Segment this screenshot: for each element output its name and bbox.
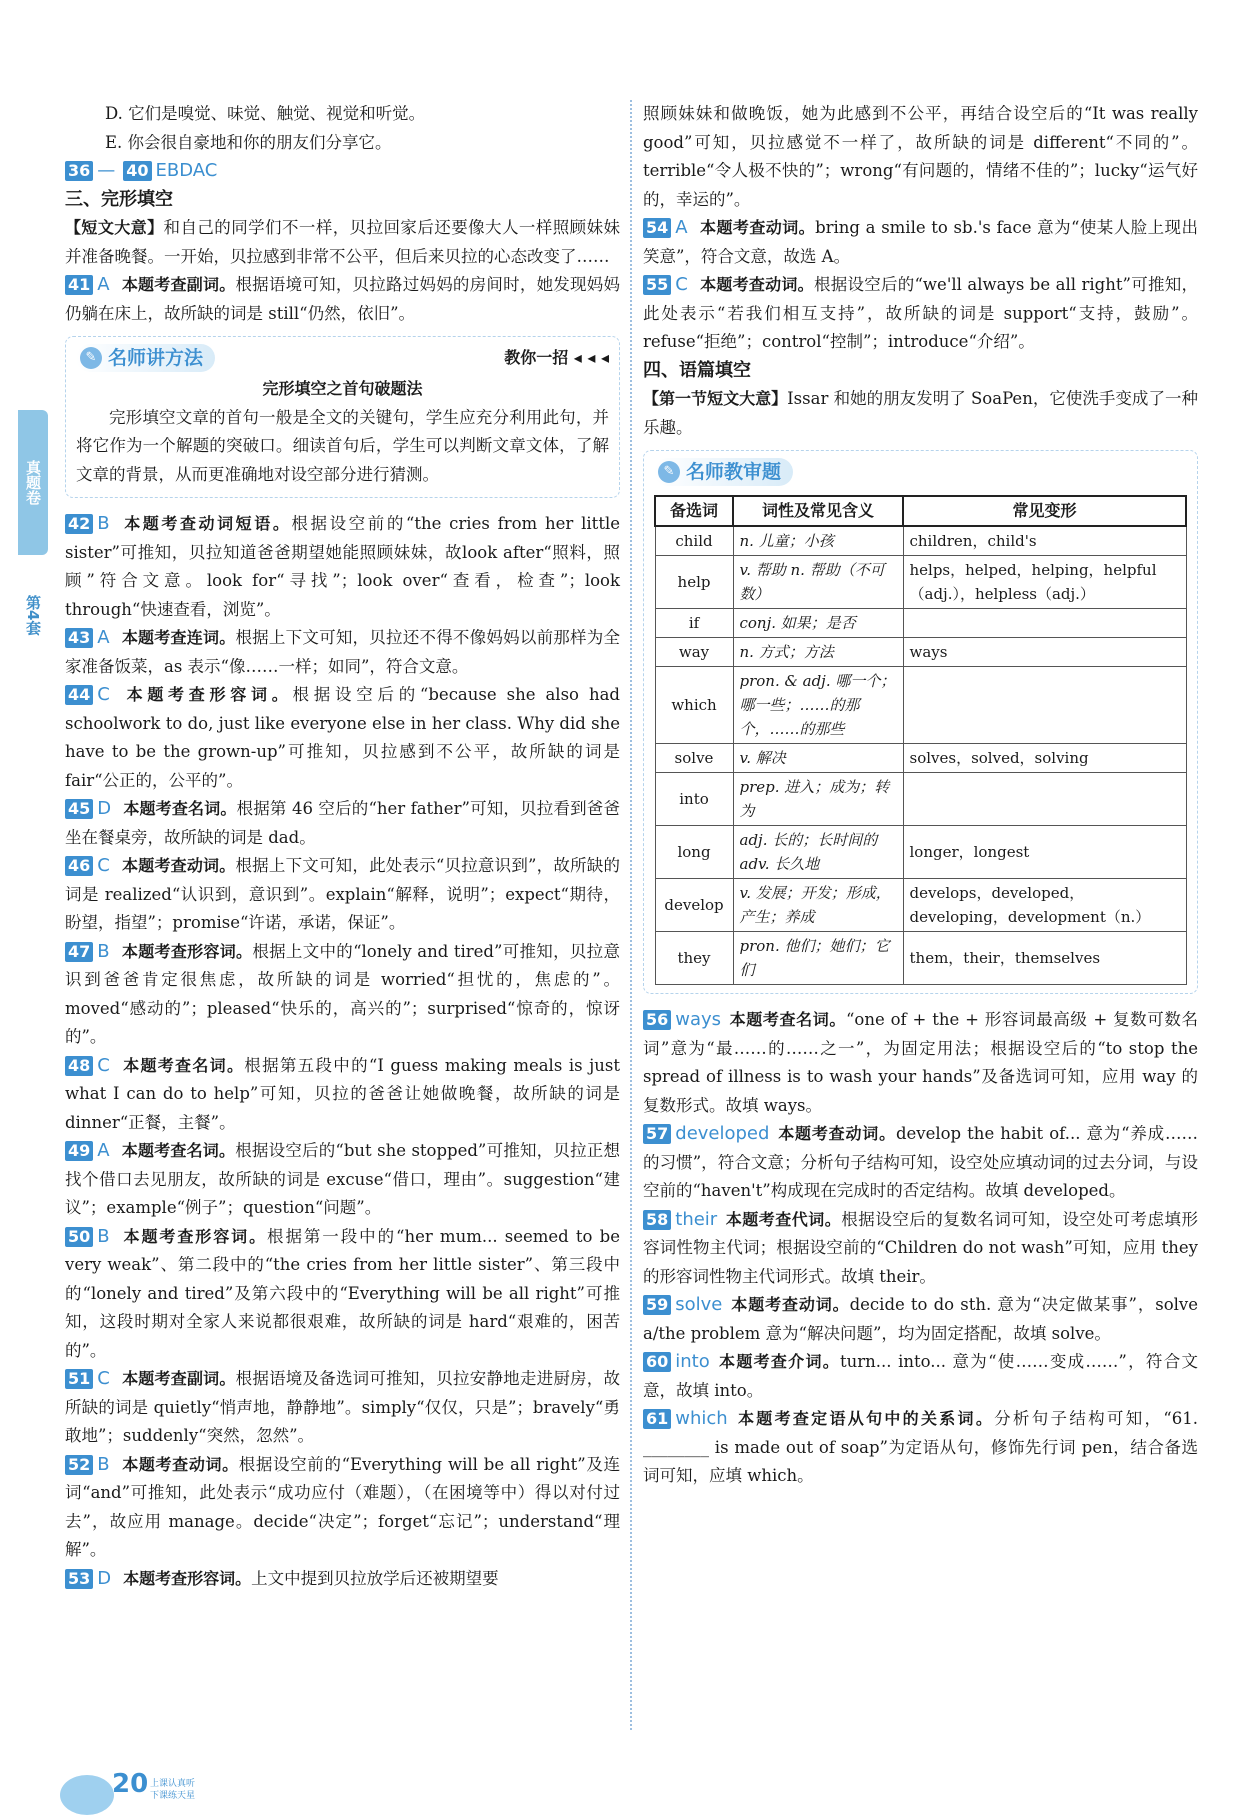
q-answer: into xyxy=(675,1351,710,1372)
summary-text: Issar 和她的朋友发明了 SoaPen，它使洗手变成了一种乐趣。 xyxy=(643,389,1198,437)
table-cell: solve xyxy=(655,744,733,773)
q-number: 41 xyxy=(65,275,93,295)
answer-44 xyxy=(65,681,620,795)
q-number: 50 xyxy=(65,1227,93,1247)
summary-3 xyxy=(65,214,620,271)
q-topic: 本题考查名词。 xyxy=(123,799,237,818)
right-column xyxy=(643,100,1198,1491)
table-cell: v. 发展；开发；形成，产生；养成 xyxy=(733,879,903,932)
answer-50 xyxy=(65,1223,620,1366)
table-header: 常见变形 xyxy=(903,496,1186,526)
q-explanation: 根据上下文可知，此处表示“贝拉意识到”，故所缺的词是 realized“认识到，意识到”。explain“解释，说明”；expect“期待，盼望，指望”；promise“许诺，承诺，保证”。 xyxy=(65,856,620,932)
answer-55 xyxy=(643,271,1198,357)
table-cell xyxy=(903,609,1186,638)
q-answer: B xyxy=(97,1453,110,1475)
word-table xyxy=(654,495,1187,985)
page-number: 20 xyxy=(112,1769,149,1799)
q-number: 44 xyxy=(65,685,93,705)
q-answer: A xyxy=(97,1140,110,1161)
q-explanation: bring a smile to sb.'s face 意为“使某人脸上现出笑意”，符合文意，故选 A。 xyxy=(643,218,1198,266)
column-divider xyxy=(630,100,632,1730)
q-number: 60 xyxy=(643,1352,671,1372)
q-topic: 本题考查介词。 xyxy=(717,1352,841,1371)
q-topic: 本题考查名词。 xyxy=(121,1055,245,1075)
q-answer: which xyxy=(675,1408,728,1429)
table-cell: prep. 进入；成为；转为 xyxy=(733,773,903,826)
answer-49 xyxy=(65,1137,620,1223)
table-row xyxy=(655,773,1186,826)
q-topic: 本题考查名词。 xyxy=(729,1010,846,1029)
q-explanation: “one of + the + 形容词最高级 + 复数可数名词”意为“最……的……之一”，为固定用法；根据设空后的“to stop the spread of illness is to wash your hands”及备选词可知，应用 way 的复数形式。故填 ways。 xyxy=(643,1010,1198,1115)
q-explanation: 根据设空后的“but she stopped”可推知，贝拉正想找个借口去见朋友，故所缺的词是 excuse“借口，理由”。suggestion“建议”；example“例子”；question“问题”。 xyxy=(65,1141,620,1217)
tip-title: 完形填空之首句破题法 xyxy=(262,379,423,398)
q-answer: A xyxy=(675,217,688,238)
q-number: 43 xyxy=(65,628,93,648)
q-topic: 本题考查副词。 xyxy=(121,1369,236,1388)
q-number: 54 xyxy=(643,218,671,238)
table-cell: them，their，themselves xyxy=(903,932,1186,985)
q-explanation: 根据设空后的“we'll always be all right”可推知，此处表示“若我们相互支持”，故所缺的词是 support“支持，鼓励”。refuse“拒绝”；control“控制”；introduce“介绍”。 xyxy=(643,275,1198,351)
answer-47 xyxy=(65,938,620,1052)
side-set-label: 第4套 xyxy=(24,594,42,636)
tip-header xyxy=(76,341,609,375)
answer-42 xyxy=(65,510,620,624)
q-answer: their xyxy=(675,1208,718,1230)
table-body xyxy=(655,526,1186,985)
table-cell: adj. 长的；长时间的 adv. 长久地 xyxy=(733,826,903,879)
q-number: 52 xyxy=(65,1455,93,1475)
q-explanation: 根据设空前的“Everything will be all right”及连词“and”可推知，此处表示“成功应付（难题），（在困境等中）得以对付过去”，故应用 manage。decide“决定”；forget“忘记”；understand“理解”。 xyxy=(65,1454,620,1559)
answer-59 xyxy=(643,1291,1198,1348)
q-answer: C xyxy=(675,274,688,295)
table-cell: develops，developed，developing，development（n.） xyxy=(903,879,1186,932)
range-start: 36 xyxy=(65,161,93,181)
q-number: 55 xyxy=(643,275,671,295)
q-answer: developed xyxy=(675,1123,770,1144)
table-cell: which xyxy=(655,667,733,744)
range-answers: EBDAC xyxy=(155,160,218,181)
answer-51 xyxy=(65,1365,620,1451)
q-answer: B xyxy=(97,940,110,962)
q-number: 47 xyxy=(65,942,93,962)
table-header-row xyxy=(655,496,1186,526)
q-explanation: 根据语境及备选词可推知，贝拉安静地走进厨房，故所缺的词是 quietly“悄声地，静静地”。simply“仅仅，只是”；bravely“勇敢地”；suddenly“突然，忽然”。 xyxy=(65,1369,620,1445)
q-number: 45 xyxy=(65,799,93,819)
q-answer: A xyxy=(97,627,110,648)
table-row xyxy=(655,556,1186,609)
q-number: 42 xyxy=(65,514,93,534)
section-3-heading: 三、完形填空 xyxy=(65,188,173,210)
q-number: 56 xyxy=(643,1010,671,1030)
slogan-line-1: 上课认真听 xyxy=(150,1779,196,1789)
table-cell: develop xyxy=(655,879,733,932)
q-explanation: 根据设空后的复数名词可知，设空处可考虑填形容词性物主代词；根据设空前的“Children do not wash”可知，应用 they 的形容词性物主代词形式。故填 their。 xyxy=(643,1209,1198,1286)
table-cell: pron. & adj. 哪一个；哪一些；……的那个，……的那些 xyxy=(733,667,903,744)
tip-label xyxy=(654,458,793,487)
q-topic: 本题考查动词。 xyxy=(121,856,236,875)
slogan-line-2: 下课练天星 xyxy=(150,1791,196,1801)
table-row xyxy=(655,879,1186,932)
tip-header xyxy=(654,455,1187,489)
summary-label: 【第一节短文大意】 xyxy=(643,389,788,408)
q-number: 57 xyxy=(643,1124,671,1144)
table-cell: help xyxy=(655,556,733,609)
q-number: 58 xyxy=(643,1210,671,1230)
q-explanation: 上文中提到贝拉放学后还被期望要 xyxy=(251,1568,499,1588)
table-cell: solves，solved，solving xyxy=(903,744,1186,773)
table-cell: ways xyxy=(903,638,1186,667)
tip-label xyxy=(76,344,215,373)
answer-41 xyxy=(65,271,620,328)
table-cell: way xyxy=(655,638,733,667)
q-explanation: decide to do sth. 意为“决定做某事”，solve a/the problem 意为“解决问题”，均为固定搭配，故填 solve。 xyxy=(643,1295,1198,1343)
answer-60 xyxy=(643,1348,1198,1405)
q-topic: 本题考查连词。 xyxy=(121,628,236,647)
q-topic: 本题考查动词。 xyxy=(699,218,816,237)
mascot-logo-icon xyxy=(60,1775,114,1815)
teacher-icon: ✎ xyxy=(80,347,102,369)
answer-53-continued: 照顾妹妹和做晚饭，她为此感到不公平，再结合设空后的“It was really good”可知，贝拉感觉不一样了，故所缺的词是 different“不同的”。terrible“令人极不快的”；wrong“有问题的，情绪不佳的”；lucky“运气好的，幸运的”。 xyxy=(643,104,1198,209)
table-cell: n. 儿童；小孩 xyxy=(733,526,903,556)
footer-slogan xyxy=(150,1778,195,1802)
summary-label: 【短文大意】 xyxy=(65,218,164,237)
range-end: 40 xyxy=(123,161,151,181)
table-cell xyxy=(903,667,1186,744)
q-topic: 本题考查定语从句中的关系词。 xyxy=(735,1409,995,1428)
q-answer: C xyxy=(97,684,110,705)
tip-label-text: 名师教审题 xyxy=(686,460,782,483)
q-explanation: 根据上下文可知，贝拉还不得不像妈妈以前那样为全家准备饭菜，as 表示“像……一样；如同”，符合文意。 xyxy=(65,628,620,676)
table-row xyxy=(655,609,1186,638)
q-answer: ways xyxy=(675,1009,722,1030)
answer-46 xyxy=(65,852,620,938)
q-number: 61 xyxy=(643,1409,671,1429)
q-explanation: turn... into... 意为“使……变成……”，符合文意，故填 into。 xyxy=(643,1352,1198,1400)
left-column xyxy=(65,100,620,1593)
q-number: 48 xyxy=(65,1056,93,1076)
q-topic: 本题考查形容词。 xyxy=(123,1568,252,1588)
table-cell: child xyxy=(655,526,733,556)
q-topic: 本题考查动词。 xyxy=(777,1124,896,1143)
table-cell: v. 帮助 n. 帮助（不可数） xyxy=(733,556,903,609)
tip-right-label: 教你一招 ◂ ◂ ◂ xyxy=(504,347,609,367)
answer-53 xyxy=(65,1565,620,1594)
tip-box-table xyxy=(643,450,1198,994)
table-header: 备选词 xyxy=(655,496,733,526)
q-answer: D xyxy=(97,798,112,819)
option-e: E. 你会很自豪地和你的朋友们分享它。 xyxy=(105,132,392,152)
table-cell: they xyxy=(655,932,733,985)
table-cell: into xyxy=(655,773,733,826)
teacher-icon: ✎ xyxy=(658,461,680,483)
table-row xyxy=(655,744,1186,773)
q-topic: 本题考查形容词。 xyxy=(121,941,253,961)
q-explanation: 根据第 46 空后的“her father”可知，贝拉看到爸爸坐在餐桌旁，故所缺的词是 dad。 xyxy=(65,799,620,847)
q-explanation: 根据上文中的“lonely and tired”可推知，贝拉意识到爸爸肯定很焦虑，故所缺的词是 worried“担忧的，焦虑的”。moved“感动的”；pleased“快乐的，高兴的”；surprised“惊奇的，惊讶的”。 xyxy=(65,941,620,1046)
answer-45 xyxy=(65,795,620,852)
tip-box-method xyxy=(65,336,620,498)
q-answer: B xyxy=(97,1225,110,1247)
table-cell: children，child's xyxy=(903,526,1186,556)
q-number: 46 xyxy=(65,856,93,876)
table-row xyxy=(655,638,1186,667)
range-sep: — xyxy=(97,160,116,181)
q-answer: B xyxy=(97,513,110,534)
q-explanation: develop the habit of... 意为“养成……的习惯”，符合文意；分析句子结构可知，设空处应填动词的过去分词，与设空前的“haven't”构成现在完成时的否定结构。故填 developed。 xyxy=(643,1124,1198,1200)
option-d: D. 它们是嗅觉、味觉、触觉、视觉和听觉。 xyxy=(105,104,426,123)
q-topic: 本题考查动词。 xyxy=(699,275,814,294)
q-number: 59 xyxy=(643,1295,671,1315)
answer-57 xyxy=(643,1120,1198,1206)
summary-4 xyxy=(643,385,1198,442)
table-cell: pron. 他们；她们；它们 xyxy=(733,932,903,985)
table-row xyxy=(655,667,1186,744)
answer-56 xyxy=(643,1006,1198,1120)
answers-36-40 xyxy=(65,157,620,186)
q-topic: 本题考查动词。 xyxy=(730,1295,850,1314)
q-topic: 本题考查形容词。 xyxy=(121,1226,268,1246)
table-cell: v. 解决 xyxy=(733,744,903,773)
q-number: 51 xyxy=(65,1369,93,1389)
answer-52 xyxy=(65,1451,620,1565)
q-answer: A xyxy=(97,274,110,295)
q-explanation: 分析句子结构可知，“61. ________ is made out of soap”为定语从句，修饰先行词 pen，结合备选词可知，应填 which。 xyxy=(643,1409,1198,1485)
q-explanation: 根据第五段中的“I guess making meals is just what I can do to help”可知，贝拉的爸爸让她做晚餐，故所缺的词是 dinner“正餐，主餐”。 xyxy=(65,1055,620,1132)
table-cell: helps，helped，helping，helpful（adj.），helpless（adj.） xyxy=(903,556,1186,609)
q-answer: solve xyxy=(675,1294,723,1315)
section-4-heading: 四、语篇填空 xyxy=(643,359,751,381)
q-topic: 本题考查动词短语。 xyxy=(121,514,292,533)
q-topic: 本题考查动词。 xyxy=(121,1454,239,1474)
q-explanation: 根据设空后的“because she also had schoolwork to do, just like everyone else in her class. Why did she have to be the grown-up”可推知，贝拉感到不公平，故所缺的词是 fair“公正的，公平的”。 xyxy=(65,685,620,790)
answer-48 xyxy=(65,1052,620,1138)
q-answer: D xyxy=(97,1567,112,1589)
table-cell: if xyxy=(655,609,733,638)
tip-label-text: 名师讲方法 xyxy=(108,346,204,369)
q-explanation: 根据语境可知，贝拉路过妈妈的房间时，她发现妈妈仍躺在床上，故所缺的词是 still“仍然，依旧”。 xyxy=(65,275,620,323)
table-cell xyxy=(903,773,1186,826)
side-tab-zhentijuan: 真题卷 xyxy=(18,410,48,555)
table-cell: longer，longest xyxy=(903,826,1186,879)
table-row xyxy=(655,826,1186,879)
q-topic: 本题考查代词。 xyxy=(725,1209,842,1229)
q-topic: 本题考查名词。 xyxy=(121,1141,236,1160)
tip-body: 完形填空文章的首句一般是全文的关键句，学生应充分利用此句，并将它作为一个解题的突破口。细读首句后，学生可以判断文章文体，了解文章的背景，从而更准确地对设空部分进行猜测。 xyxy=(76,407,609,484)
table-cell: n. 方式；方法 xyxy=(733,638,903,667)
q-explanation: 根据设空前的“the cries from her little sister”可推知，贝拉知道爸爸期望她能照顾妹妹，故look after“照料，照顾”符合文意。look for“寻找”；look over“查看，检查”；look through“快速查看，浏览”。 xyxy=(65,514,620,619)
answer-54 xyxy=(643,214,1198,271)
q-explanation: 根据第一段中的“her mum... seemed to be very weak”、第二段中的“the cries from her little sister”、第三段中的“lonely and tired”及第六段中的“Everything will be all right”可推知，这段时期对全家人来说都很艰难，故所缺的词是 hard“艰难的，困苦的”。 xyxy=(65,1226,620,1360)
q-answer: C xyxy=(97,1368,110,1389)
table-header: 词性及常见含义 xyxy=(733,496,903,526)
answer-43 xyxy=(65,624,620,681)
table-row xyxy=(655,932,1186,985)
answer-58 xyxy=(643,1206,1198,1292)
q-number: 53 xyxy=(65,1569,93,1589)
summary-text: 和自己的同学们不一样，贝拉回家后还要像大人一样照顾妹妹并准备晚餐。一开始，贝拉感到非常不公平，但后来贝拉的心态改变了…… xyxy=(65,218,620,266)
table-cell: conj. 如果；是否 xyxy=(733,609,903,638)
q-topic: 本题考查副词。 xyxy=(121,275,236,294)
q-number: 49 xyxy=(65,1141,93,1161)
q-answer: C xyxy=(97,1054,110,1076)
q-answer: C xyxy=(97,855,110,876)
q-topic: 本题考查形容词。 xyxy=(121,685,293,704)
table-cell: long xyxy=(655,826,733,879)
table-row xyxy=(655,526,1186,556)
answer-61 xyxy=(643,1405,1198,1491)
